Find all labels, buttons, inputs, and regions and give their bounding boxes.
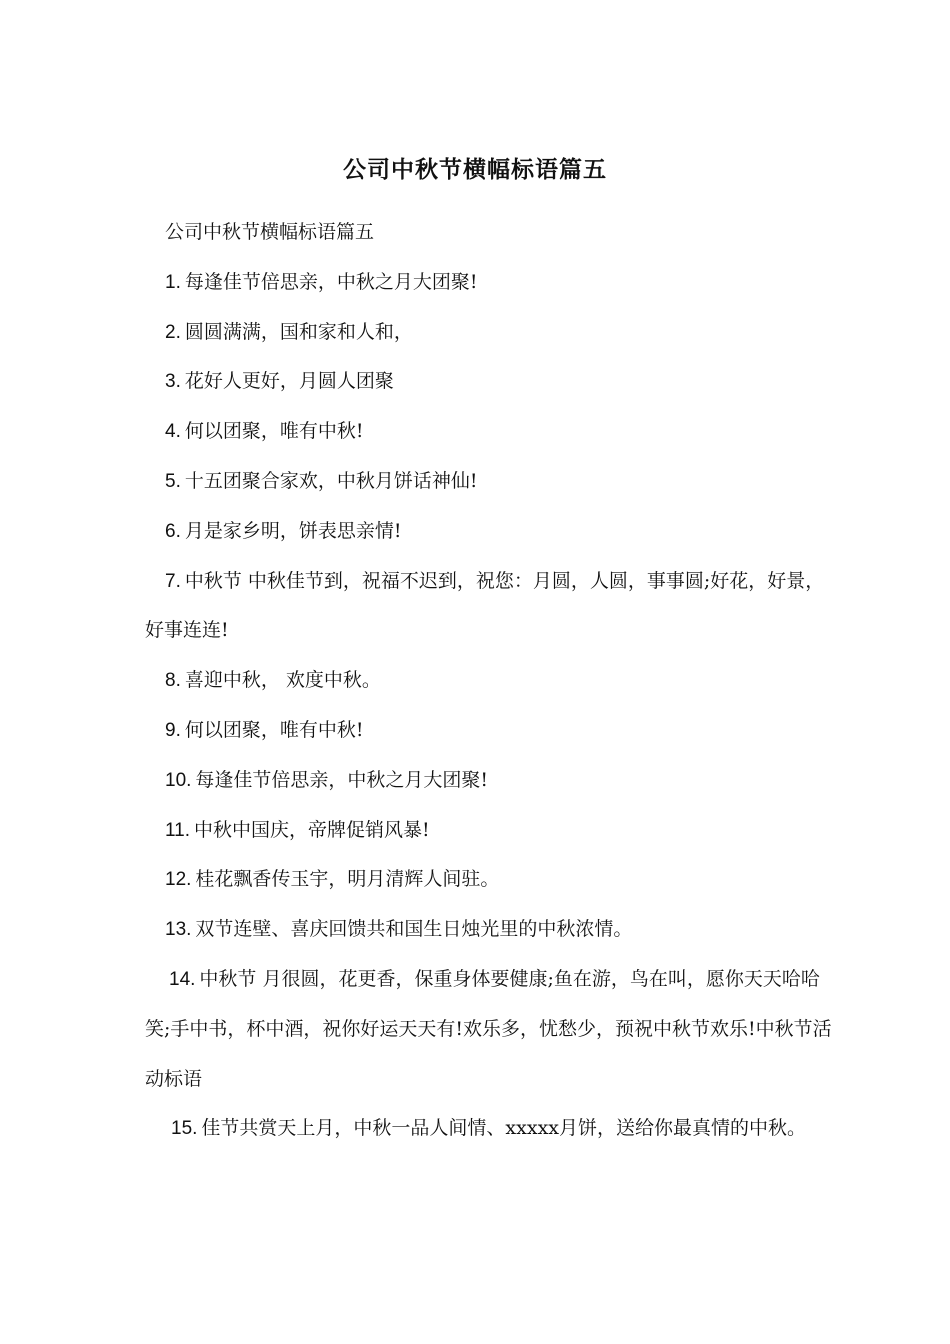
- item-text: 中秋中国庆，帝牌促销风暴!: [194, 818, 430, 841]
- item-number: 7.: [165, 570, 181, 592]
- item-number: 14.: [169, 968, 196, 990]
- item-number: 13.: [165, 919, 192, 941]
- item-text: 每逢佳节倍思亲，中秋之月大团聚!: [184, 270, 478, 293]
- intro-paragraph: 公司中秋节横幅标语篇五: [165, 221, 375, 243]
- list-item: [145, 557, 835, 657]
- item-text: 中秋节 月很圆，花更香，保重身体要健康;鱼在游，鸟在叫，愿你天天哈哈笑;手中书，杯中酒，祝你好运天天有!欢乐多，忧愁少，预祝中秋节欢乐!中秋节活动标语: [145, 967, 832, 1090]
- item-number: 8.: [165, 670, 181, 692]
- item-number: 10.: [165, 769, 192, 791]
- item-number: 11.: [165, 819, 191, 841]
- item-text: 花好人更好，月圆人团聚: [184, 370, 394, 393]
- item-number: 4.: [165, 421, 181, 443]
- item-text: 喜迎中秋， 欢度中秋。: [184, 669, 381, 692]
- list-item: [145, 308, 835, 358]
- item-number: 1.: [165, 271, 181, 293]
- item-text: 双节连壁、喜庆回馈共和国生日烛光里的中秋浓情。: [195, 918, 633, 941]
- list-item: [145, 955, 835, 1104]
- list-item: [145, 706, 835, 756]
- item-number: 2.: [165, 321, 181, 343]
- list-item: [145, 756, 835, 806]
- list-item: [145, 407, 835, 457]
- item-number: 3.: [165, 371, 181, 393]
- list-item: [145, 507, 835, 557]
- item-text: 桂花飘香传玉宇，明月清辉人间驻。: [195, 868, 500, 891]
- list-item: [145, 357, 835, 407]
- item-number: 15.: [171, 1118, 198, 1140]
- list-item: [145, 1104, 835, 1154]
- item-text: 何以团聚，唯有中秋!: [184, 718, 364, 741]
- document-title: 公司中秋节横幅标语篇五: [343, 156, 607, 183]
- item-text: 中秋节 中秋佳节到，祝福不迟到，祝您：月圆，人圆，事事圆;好花，好景，好事连连!: [145, 569, 825, 642]
- item-number: 12.: [165, 869, 192, 891]
- item-text: 月是家乡明，饼表思亲情!: [184, 519, 402, 542]
- list-item: [145, 656, 835, 706]
- item-number: 9.: [165, 719, 181, 741]
- item-text: 圆圆满满，国和家和人和，: [184, 320, 413, 343]
- item-text: 佳节共赏天上月，中秋一品人间情、xxxxx月饼，送给你最真情的中秋。: [201, 1117, 807, 1140]
- item-text: 每逢佳节倍思亲，中秋之月大团聚!: [195, 768, 489, 791]
- item-number: 6.: [165, 520, 181, 542]
- item-text: 十五团聚合家欢，中秋月饼话神仙!: [184, 469, 478, 492]
- list-item: [145, 905, 835, 955]
- item-text: 何以团聚，唯有中秋!: [184, 420, 364, 443]
- list-item: [145, 806, 835, 856]
- document-body: [145, 208, 835, 1154]
- list-item: [145, 855, 835, 905]
- list-item: [145, 457, 835, 507]
- item-number: 5.: [165, 470, 181, 492]
- list-item: [145, 258, 835, 308]
